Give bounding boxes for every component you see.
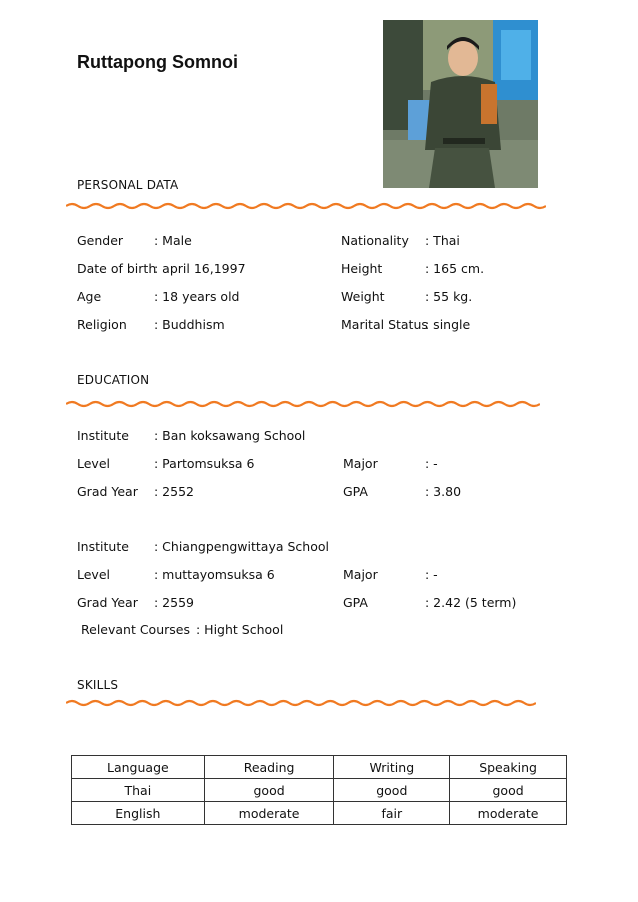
- weight-label: Weight: [341, 289, 385, 304]
- major-label: Major: [343, 456, 378, 471]
- table-cell: good: [204, 779, 334, 802]
- table-cell: good: [450, 779, 567, 802]
- institute-label: Institute: [77, 428, 129, 443]
- section-title-education: EDUCATION: [77, 373, 150, 387]
- relevant-courses-label: Relevant Courses: [81, 622, 190, 637]
- table-header-cell: Speaking: [450, 756, 567, 779]
- table-row: [72, 802, 567, 825]
- nationality-value: : Thai: [425, 233, 460, 248]
- grad-year-value: : 2552: [154, 484, 194, 499]
- age-value: : 18 years old: [154, 289, 240, 304]
- dob-label: Date of birth: [77, 261, 157, 276]
- nationality-label: Nationality: [341, 233, 409, 248]
- profile-photo: [383, 20, 538, 188]
- major-value: : -: [425, 567, 438, 582]
- major-value: : -: [425, 456, 438, 471]
- gpa-value: : 3.80: [425, 484, 462, 499]
- table-header-cell: Writing: [334, 756, 450, 779]
- table-cell: Thai: [72, 779, 205, 802]
- major-label: Major: [343, 567, 378, 582]
- table-cell: fair: [334, 802, 450, 825]
- level-label: Level: [77, 456, 110, 471]
- section-divider: [66, 399, 540, 409]
- marital-status-value: : single: [425, 317, 471, 332]
- gpa-label: GPA: [343, 484, 368, 499]
- religion-value: : Buddhism: [154, 317, 225, 332]
- gender-label: Gender: [77, 233, 124, 248]
- table-header-row: [72, 756, 567, 779]
- candidate-name: Ruttapong Somnoi: [77, 52, 238, 72]
- section-title-personal: PERSONAL DATA: [77, 178, 179, 192]
- skills-table: [71, 755, 567, 825]
- institute-label: Institute: [77, 539, 129, 554]
- religion-label: Religion: [77, 317, 127, 332]
- institute-value: : Ban koksawang School: [154, 428, 306, 443]
- table-cell: moderate: [450, 802, 567, 825]
- marital-status-label: Marital Status: [341, 317, 428, 332]
- height-label: Height: [341, 261, 383, 276]
- gpa-value: : 2.42 (5 term): [425, 595, 517, 610]
- level-label: Level: [77, 567, 110, 582]
- gpa-label: GPA: [343, 595, 368, 610]
- level-value: : muttayomsuksa 6: [154, 567, 275, 582]
- table-cell: moderate: [204, 802, 334, 825]
- age-label: Age: [77, 289, 102, 304]
- grad-year-label: Grad Year: [77, 484, 138, 499]
- table-cell: English: [72, 802, 205, 825]
- weight-value: : 55 kg.: [425, 289, 473, 304]
- profile-photo-image: [383, 20, 538, 188]
- gender-value: : Male: [154, 233, 192, 248]
- level-value: : Partomsuksa 6: [154, 456, 255, 471]
- section-divider: [66, 698, 536, 708]
- table-cell: good: [334, 779, 450, 802]
- section-title-skills: SKILLS: [77, 678, 119, 692]
- dob-value: : april 16,1997: [154, 261, 246, 276]
- table-header-cell: Reading: [204, 756, 334, 779]
- grad-year-label: Grad Year: [77, 595, 138, 610]
- table-row: [72, 779, 567, 802]
- relevant-courses-value: : Hight School: [196, 622, 284, 637]
- institute-value: : Chiangpengwittaya School: [154, 539, 329, 554]
- grad-year-value: : 2559: [154, 595, 194, 610]
- section-divider: [66, 201, 546, 211]
- table-header-cell: Language: [72, 756, 205, 779]
- height-value: : 165 cm.: [425, 261, 485, 276]
